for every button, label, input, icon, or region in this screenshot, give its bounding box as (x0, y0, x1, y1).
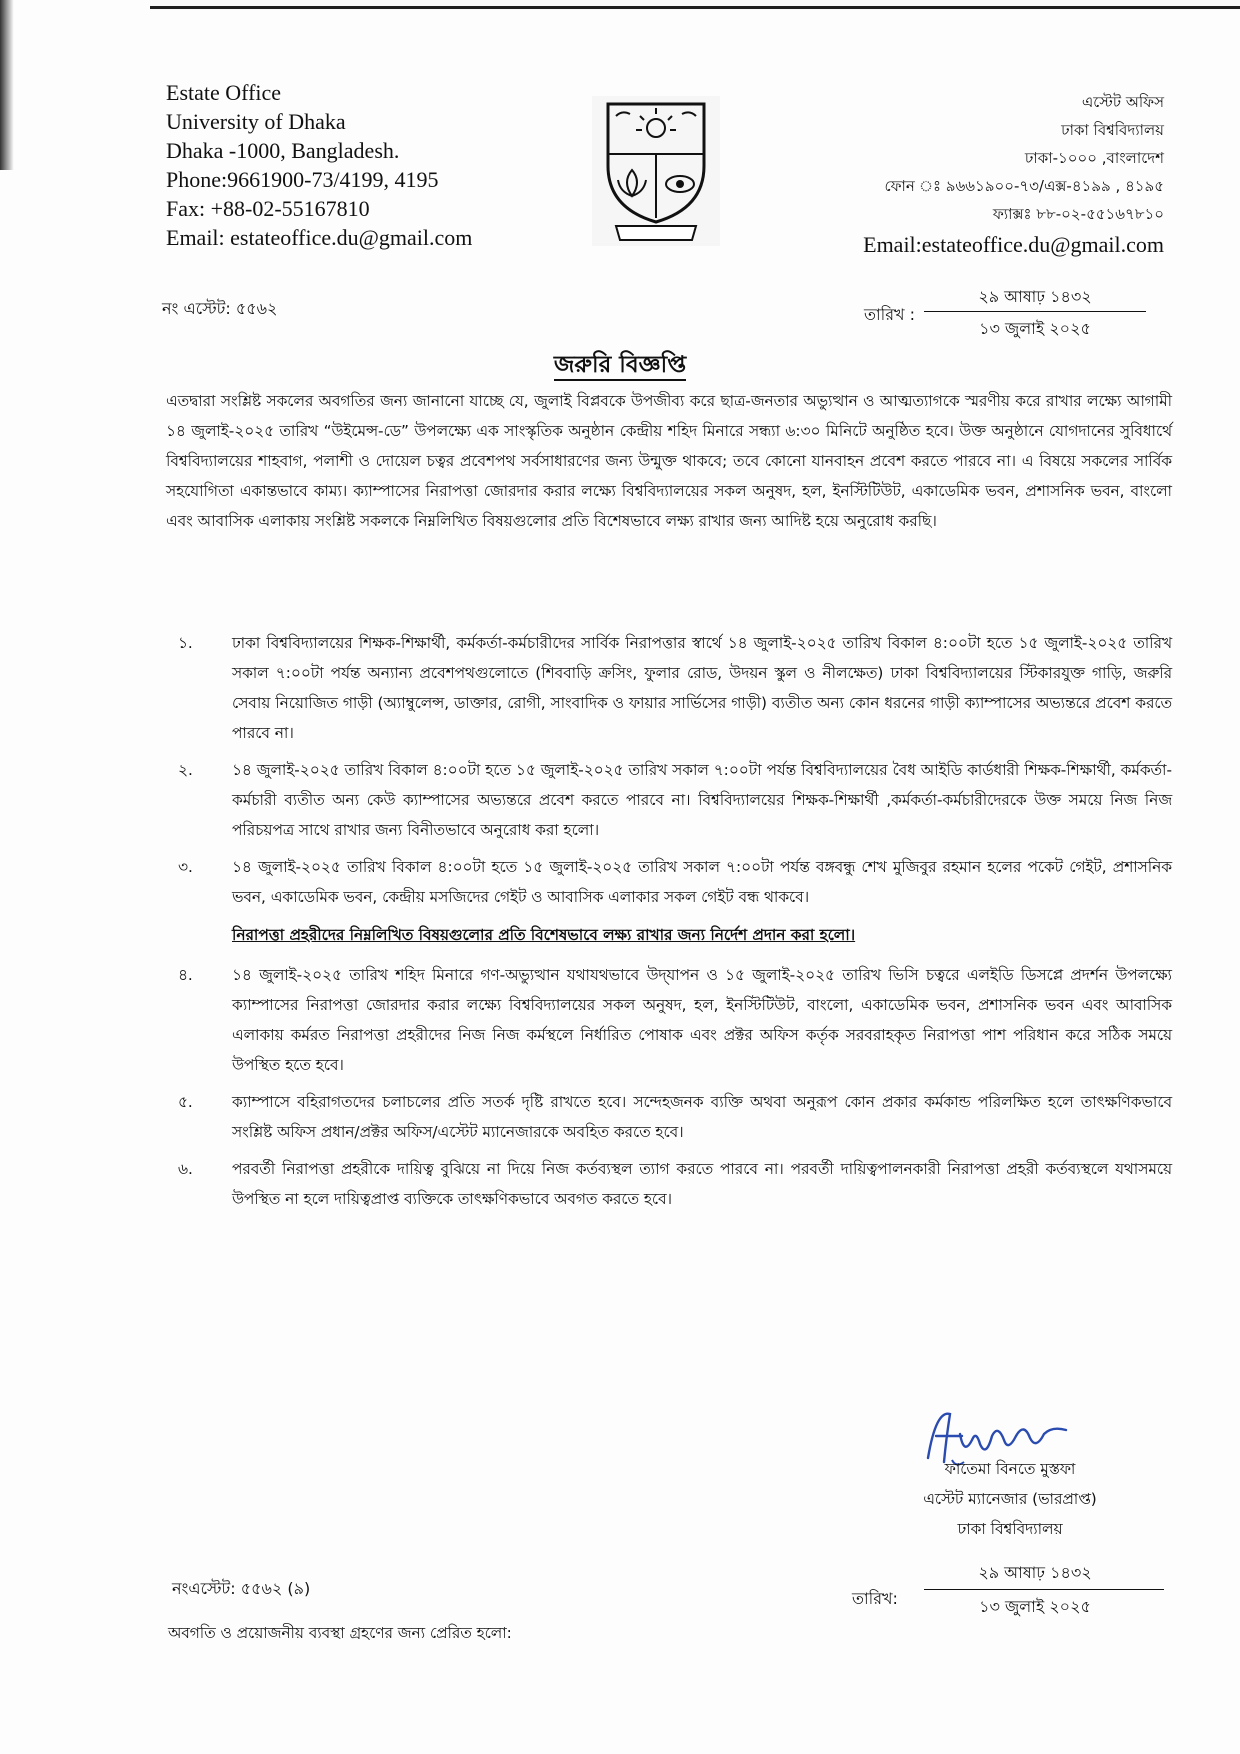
security-directive-heading: নিরাপত্তা প্রহরীদের নিম্নলিখিত বিষয়গুলোর প্রতি বিশেষভাবে লক্ষ্য রাখার জন্য নির্দেশ প্রদান করা হলো। (232, 926, 856, 944)
bangla-calendar-date: ২৯ আষাঢ় ১৪৩২ (978, 1563, 1092, 1582)
letterhead-line: ফোন ঃ ৯৬৬১৯০০-৭৩/এক্স-৪১৯৯ , ৪১৯৫ (884, 177, 1164, 195)
instruction-list (166, 628, 1172, 1221)
distribution-line: অবগতি ও প্রয়োজনীয় ব্যবস্থা গ্রহণের জন্য প্রেরিত হলো: (168, 1624, 512, 1642)
intro-paragraph: এতদ্বারা সংশ্লিষ্ট সকলের অবগতির জন্য জানানো যাচ্ছে যে, জুলাই বিপ্লবকে উপজীব্য করে ছাত্র-জনতার অভ্যুত্থান ও আত্মত্যাগকে স্মরণীয় করে রাখার লক্ষ্যে আগামী ১৪ জুলাই-২০২৫ তারিখ “উইমেন্স-ডে” উপলক্ষ্যে এক সাংস্কৃতিক অনুষ্ঠান কেন্দ্রীয় শহিদ মিনারে সন্ধ্যা ৬:৩০ মিনিটে অনুষ্ঠিত হবে। উক্ত অনুষ্ঠানে যোগদানের সুবিধার্থে বিশ্ববিদ্যালয়ের শাহবাগ, পলাশী ও দোয়েল চত্বর প্রবেশপথ সর্বসাধারণের জন্য উন্মুক্ত থাকবে; তবে কোনো যানবাহন প্রবেশ করতে পারবে না। এ বিষয়ে সকলের সার্বিক সহযোগিতা একান্তভাবে কাম্য। ক্যাম্পাসের নিরাপত্তা জোরদার করার লক্ষ্যে বিশ্ববিদ্যালয়ের সকল অনুষদ, হল, ইনস্টিটিউট, একাডেমিক ভবন, প্রশাসনিক ভবন, বাংলো এবং আবাসিক এলাকায় সংশ্লিষ্ট সকলকে নিম্নলিখিত বিষয়গুলোর প্রতি বিশেষভাবে লক্ষ্য রাখার জন্য আদিষ্ট হয়ে অনুরোধ করছি। (166, 392, 1172, 530)
gregorian-date: ১৩ জুলাই ২০২৫ (979, 319, 1091, 338)
date-divider (924, 1589, 1164, 1590)
scan-shadow (0, 0, 14, 170)
item-number: ৩. (178, 858, 193, 876)
bangla-calendar-date: ২৯ আষাঢ় ১৪৩২ (978, 287, 1092, 306)
list-item (166, 628, 1172, 748)
reference-number: নং এস্টেট: ৫৫৬২ (162, 299, 278, 318)
letterhead-line: Estate Office (166, 80, 282, 105)
signatory-designation: এস্টেট ম্যানেজার (ভারপ্রাপ্ত) (923, 1490, 1097, 1508)
letterhead-line: Dhaka -1000, Bangladesh. (166, 138, 400, 163)
list-item (166, 1087, 1172, 1147)
item-text: ১৪ জুলাই-২০২৫ তারিখ শহিদ মিনারে গণ-অভ্যুত্থান যথাযথভাবে উদ্‌যাপন ও ১৫ জুলাই-২০২৫ তারিখ ভিসি চত্বরে এলইডি ডিসপ্লে প্রদর্শন উপলক্ষ্যে ক্যাম্পাসের নিরাপত্তা জোরদার করার লক্ষ্যে বিশ্ববিদ্যালয়ের সকল অনুষদ, হল, ইনস্টিটিউট, বাংলো, একাডেমিক ভবন, প্রশাসনিক ভবন এবং আবাসিক এলাকায় কর্মরত নিরাপত্তা প্রহরীদের নিজ নিজ কর্মস্থলে নির্ধারিত পোষাক এবং প্রক্টর অফিস কর্তৃক সরবরাহকৃত নিরাপত্তা পাশ পরিধান করে সঠিক সময়ে উপস্থিত হতে হবে। (232, 966, 1172, 1074)
item-number: ১. (178, 634, 193, 652)
letterhead-line: ঢাকা-১০০০ ,বাংলাদেশ (1024, 149, 1164, 167)
item-number: ২. (178, 761, 193, 779)
list-item (166, 1154, 1172, 1214)
letterhead-line: Email: estateoffice.du@gmail.com (166, 225, 473, 250)
letterhead-line: এস্টেট অফিস (1081, 93, 1164, 111)
item-text: ১৪ জুলাই-২০২৫ তারিখ বিকাল ৪:০০টা হতে ১৫ জুলাই-২০২৫ তারিখ সকাল ৭:০০টা পর্যন্ত বঙ্গবন্ধু শেখ মুজিবুর রহমান হলের পকেট গেইট, প্রশাসনিক ভবন, একাডেমিক ভবন, কেন্দ্রীয় মসজিদের গেইট ও আবাসিক এলাকার সকল গেইট বন্ধ থাকবে। (232, 858, 1172, 906)
notice-title-text: জরুরি বিজ্ঞপ্তি (554, 352, 686, 381)
list-item (166, 755, 1172, 845)
university-logo-icon (592, 96, 720, 246)
date-label: তারিখ : (864, 305, 916, 324)
date-divider (924, 311, 1146, 312)
letterhead-line: Phone:9661900-73/4199, 4195 (166, 167, 439, 192)
date-label: তারিখ: (852, 1589, 898, 1608)
item-number: ৬. (178, 1160, 193, 1178)
reference-number-copy: নংএস্টেট: ৫৫৬২ (৯) (172, 1579, 311, 1598)
date-block (864, 284, 1164, 344)
signatory-organization: ঢাকা বিশ্ববিদ্যালয় (957, 1520, 1063, 1538)
list-item (166, 960, 1172, 1080)
item-text: ১৪ জুলাই-২০২৫ তারিখ বিকাল ৪:০০টা হতে ১৫ জুলাই-২০২৫ তারিখ সকাল ৭:০০টা পর্যন্ত বিশ্ববিদ্যালয়ের বৈধ আইডি কার্ডধারী শিক্ষক-শিক্ষার্থী, কর্মকর্তা-কর্মচারী ব্যতীত অন্য কেউ ক্যাম্পাসের অভ্যন্তরে প্রবেশ করতে পারবে না। বিশ্ববিদ্যালয়ের শিক্ষক-শিক্ষার্থী ,কর্মকর্তা-কর্মচারীদেরকে উক্ত সময়ে নিজ নিজ পরিচয়পত্র সাথে রাখার জন্য বিনীতভাবে অনুরোধ করা হলো। (232, 761, 1172, 839)
bangla-letterhead (863, 88, 1164, 262)
item-text: পরবর্তী নিরাপত্তা প্রহরীকে দায়িত্ব বুঝিয়ে না দিয়ে নিজ কর্তব্যস্থল ত্যাগ করতে পারবে না। পরবর্তী দায়িত্বপালনকারী নিরাপত্তা প্রহরী কর্তব্যস্থলে যথাসময়ে উপস্থিত না হলে দায়িত্বপ্রাপ্ত ব্যক্তিকে তাৎক্ষণিকভাবে অবগত করতে হবে। (232, 1160, 1172, 1208)
letterhead-email: Email:estateoffice.du@gmail.com (863, 232, 1164, 257)
english-letterhead (166, 78, 472, 252)
signatory-block (880, 1454, 1140, 1544)
date-block-copy (852, 1560, 1172, 1630)
letterhead-line: ফ্যাক্সঃ ৮৮-০২-৫৫১৬৭৮১০ (992, 205, 1164, 223)
signatory-name: ফাতেমা বিনতে মুস্তফা (944, 1460, 1076, 1478)
gregorian-date: ১৩ জুলাই ২০২৫ (979, 1597, 1091, 1616)
letterhead-line: University of Dhaka (166, 109, 346, 134)
page-top-edge (150, 6, 1240, 9)
item-number: ৪. (178, 966, 193, 984)
notice-title (0, 346, 1240, 385)
letterhead-line: ঢাকা বিশ্ববিদ্যালয় (1061, 121, 1164, 139)
list-item (166, 852, 1172, 912)
item-text: ক্যাম্পাসে বহিরাগতদের চলাচলের প্রতি সতর্ক দৃষ্টি রাখতে হবে। সন্দেহজনক ব্যক্তি অথবা অনুরূপ কোন প্রকার কর্মকান্ড পরিলক্ষিত হলে তাৎক্ষণিকভাবে সংশ্লিষ্ট অফিস প্রধান/প্রক্টর অফিস/এস্টেট ম্যানেজারকে অবহিত করতে হবে। (232, 1093, 1172, 1141)
item-text: ঢাকা বিশ্ববিদ্যালয়ের শিক্ষক-শিক্ষার্থী, কর্মকর্তা-কর্মচারীদের সার্বিক নিরাপত্তার স্বার্থে ১৪ জুলাই-২০২৫ তারিখ বিকাল ৪:০০টা হতে ১৫ জুলাই-২০২৫ তারিখ সকাল ৭:০০টা পর্যন্ত অন্যান্য প্রবেশপথগুলোতে (শিববাড়ি ক্রসিং, ফুলার রোড, উদয়ন স্কুল ও নীলক্ষেত) ঢাকা বিশ্ববিদ্যালয়ের স্টিকারযুক্ত গাড়ি, জরুরি সেবায় নিয়োজিত গাড়ী (অ্যাম্বুলেন্স, ডাক্তার, রোগী, সাংবাদিক ও ফায়ার সার্ভিসের গাড়ী) ব্যতীত অন্য কোন ধরনের গাড়ী ক্যাম্পাসের অভ্যন্তরে প্রবেশ করতে পারবে না। (232, 634, 1172, 742)
item-number: ৫. (178, 1093, 193, 1111)
letterhead-line: Fax: +88-02-55167810 (166, 196, 370, 221)
